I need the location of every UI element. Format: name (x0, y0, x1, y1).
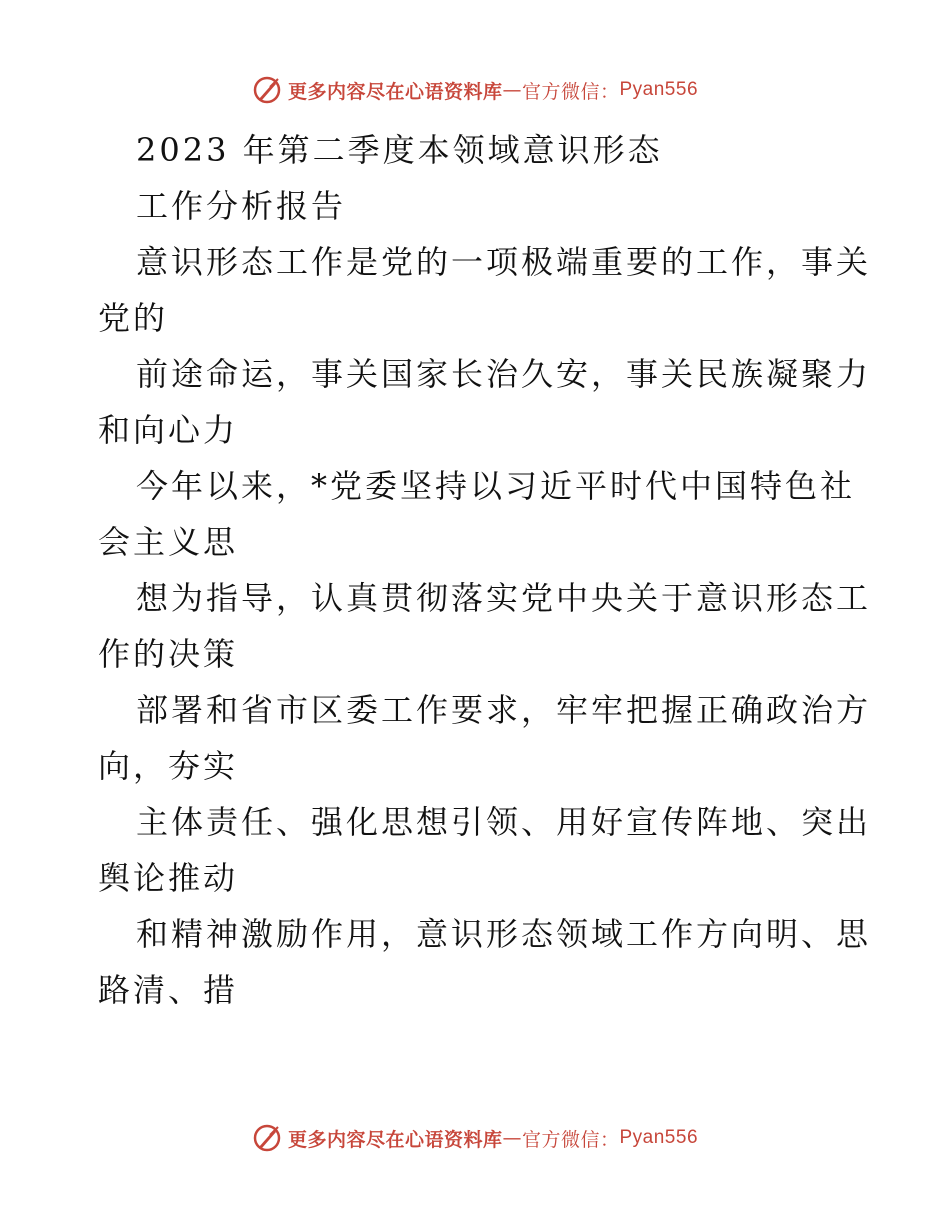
paragraph-line: 会主义思 (98, 523, 239, 561)
paragraph-line: 和精神激励作用，意识形态领域工作方向明、思 (136, 915, 872, 953)
paragraph-line: 意识形态工作是党的一项极端重要的工作，事关 (136, 243, 872, 281)
document-body (98, 122, 872, 1018)
paragraph-line: 路清、措 (98, 971, 239, 1009)
watermark-brand: 更多内容尽在心语资料库 (287, 80, 503, 103)
paragraph-line: 主体责任、强化思想引领、用好宣传阵地、突出 (136, 803, 872, 841)
quill-logo-icon (252, 1123, 282, 1153)
document-title-line-1: 2023 年第二季度本领域意识形态 (136, 131, 663, 169)
watermark-id: Pyan556 (619, 79, 699, 100)
watermark-id: Pyan556 (619, 1127, 699, 1148)
footer-watermark (0, 1118, 950, 1158)
paragraph-line: 今年以来，*党委坚持以习近平时代中国特色社 (136, 467, 856, 505)
paragraph-line: 舆论推动 (98, 859, 239, 897)
watermark-label: 官方微信： (521, 80, 620, 103)
document-title-line-2: 工作分析报告 (136, 187, 347, 225)
paragraph-line: 作的决策 (98, 635, 239, 673)
watermark-brand: 更多内容尽在心语资料库 (287, 1128, 503, 1151)
quill-logo-icon (252, 75, 282, 105)
watermark-separator: — (502, 79, 522, 101)
header-watermark (0, 70, 950, 110)
watermark-separator: — (502, 1127, 522, 1149)
paragraph-line: 向，夯实 (98, 747, 239, 785)
paragraph-line: 党的 (98, 299, 169, 337)
document-paragraph (98, 234, 872, 1018)
paragraph-line: 和向心力 (98, 411, 239, 449)
paragraph-line: 想为指导，认真贯彻落实党中央关于意识形态工 (136, 579, 872, 617)
watermark-label: 官方微信： (521, 1128, 620, 1151)
paragraph-line: 部署和省市区委工作要求，牢牢把握正确政治方 (136, 691, 872, 729)
paragraph-line: 前途命运，事关国家长治久安，事关民族凝聚力 (136, 355, 872, 393)
